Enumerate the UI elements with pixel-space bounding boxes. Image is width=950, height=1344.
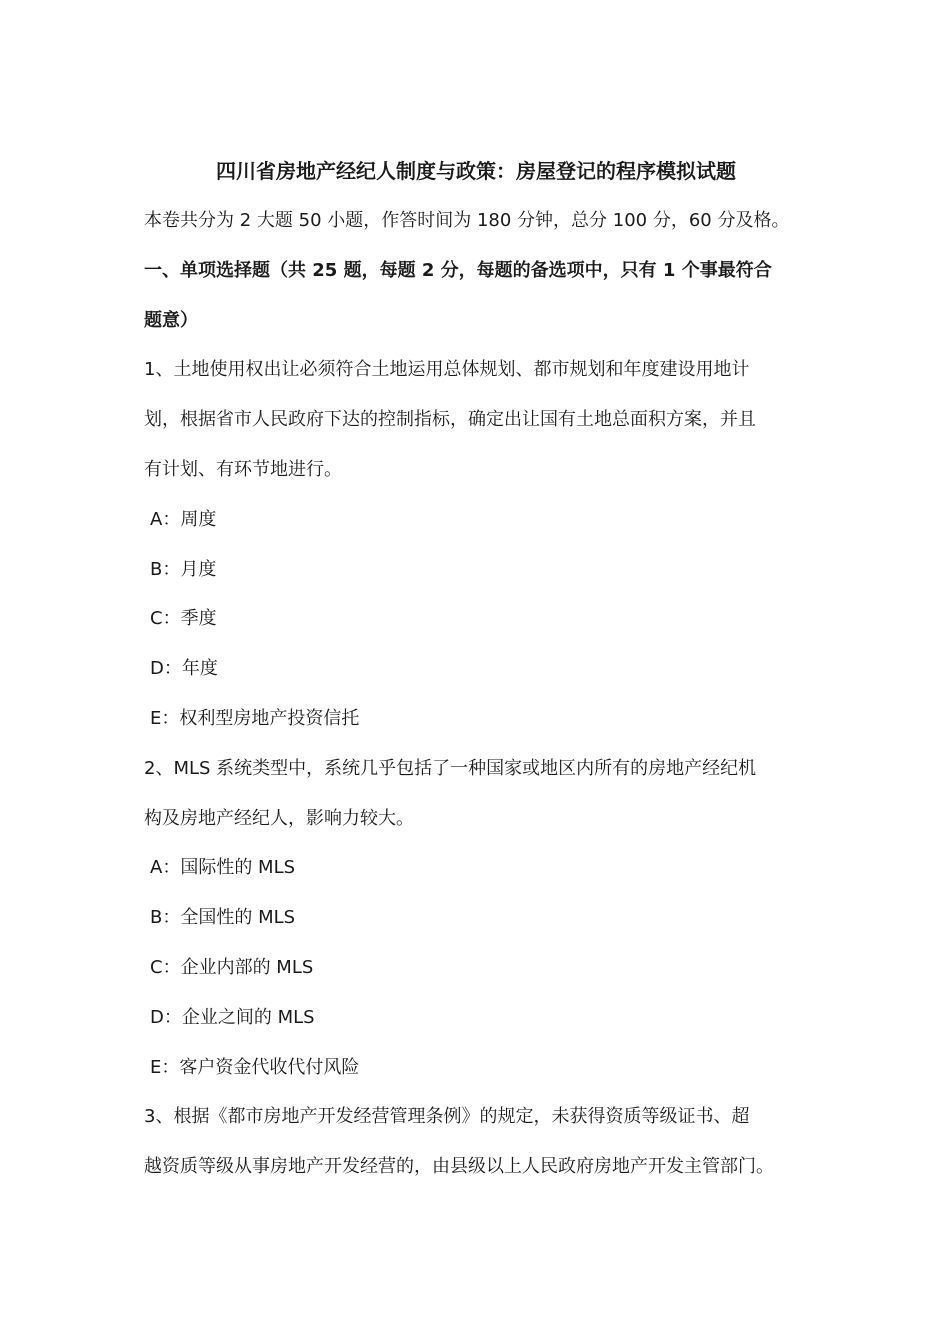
question-text-line: 有计划、有环节地进行。	[144, 458, 342, 480]
option-c: C：企业内部的 MLS	[150, 956, 314, 978]
section-heading-line-2: 题意）	[144, 309, 198, 331]
option-a: A：周度	[150, 508, 217, 530]
question-text-line: 越资质等级从事房地产开发经营的，由县级以上人民政府房地产开发主管部门。	[144, 1156, 774, 1178]
document-title: 四川省房地产经纪人制度与政策：房屋登记的程序模拟试题	[216, 159, 736, 183]
question-1	[144, 345, 808, 743]
question-text-line: 构及房地产经纪人，影响力较大。	[144, 807, 414, 829]
question-text-line: 划，根据省市人民政府下达的控制指标，确定出让国有土地总面积方案，并且	[144, 409, 756, 431]
document-page	[144, 146, 808, 1192]
question-text-line: 2、MLS 系统类型中，系统几乎包括了一种国家或地区内所有的房地产经纪机	[144, 757, 757, 779]
question-2	[144, 744, 808, 1093]
option-d: D：年度	[150, 658, 218, 680]
option-e: E：权利型房地产投资信托	[150, 707, 360, 729]
section-heading-line-1: 一、单项选择题（共 25 题，每题 2 分，每题的备选项中，只有 1 个事最符合	[144, 259, 772, 281]
option-b: B：全国性的 MLS	[150, 907, 296, 929]
question-3	[144, 1092, 808, 1192]
option-d: D：企业之间的 MLS	[150, 1006, 315, 1028]
exam-intro: 本卷共分为 2 大题 50 小题，作答时间为 180 分钟，总分 100 分，60 分及格。	[144, 210, 790, 231]
question-text-line: 3、根据《都市房地产开发经营管理条例》的规定，未获得资质等级证书、超	[144, 1106, 750, 1128]
option-a: A：国际性的 MLS	[150, 857, 296, 879]
question-text-line: 1、土地使用权出让必须符合土地运用总体规划、都市规划和年度建设用地计	[144, 359, 750, 381]
option-c: C：季度	[150, 608, 217, 630]
option-e: E：客户资金代收代付风险	[150, 1056, 360, 1078]
option-b: B：月度	[150, 558, 217, 580]
